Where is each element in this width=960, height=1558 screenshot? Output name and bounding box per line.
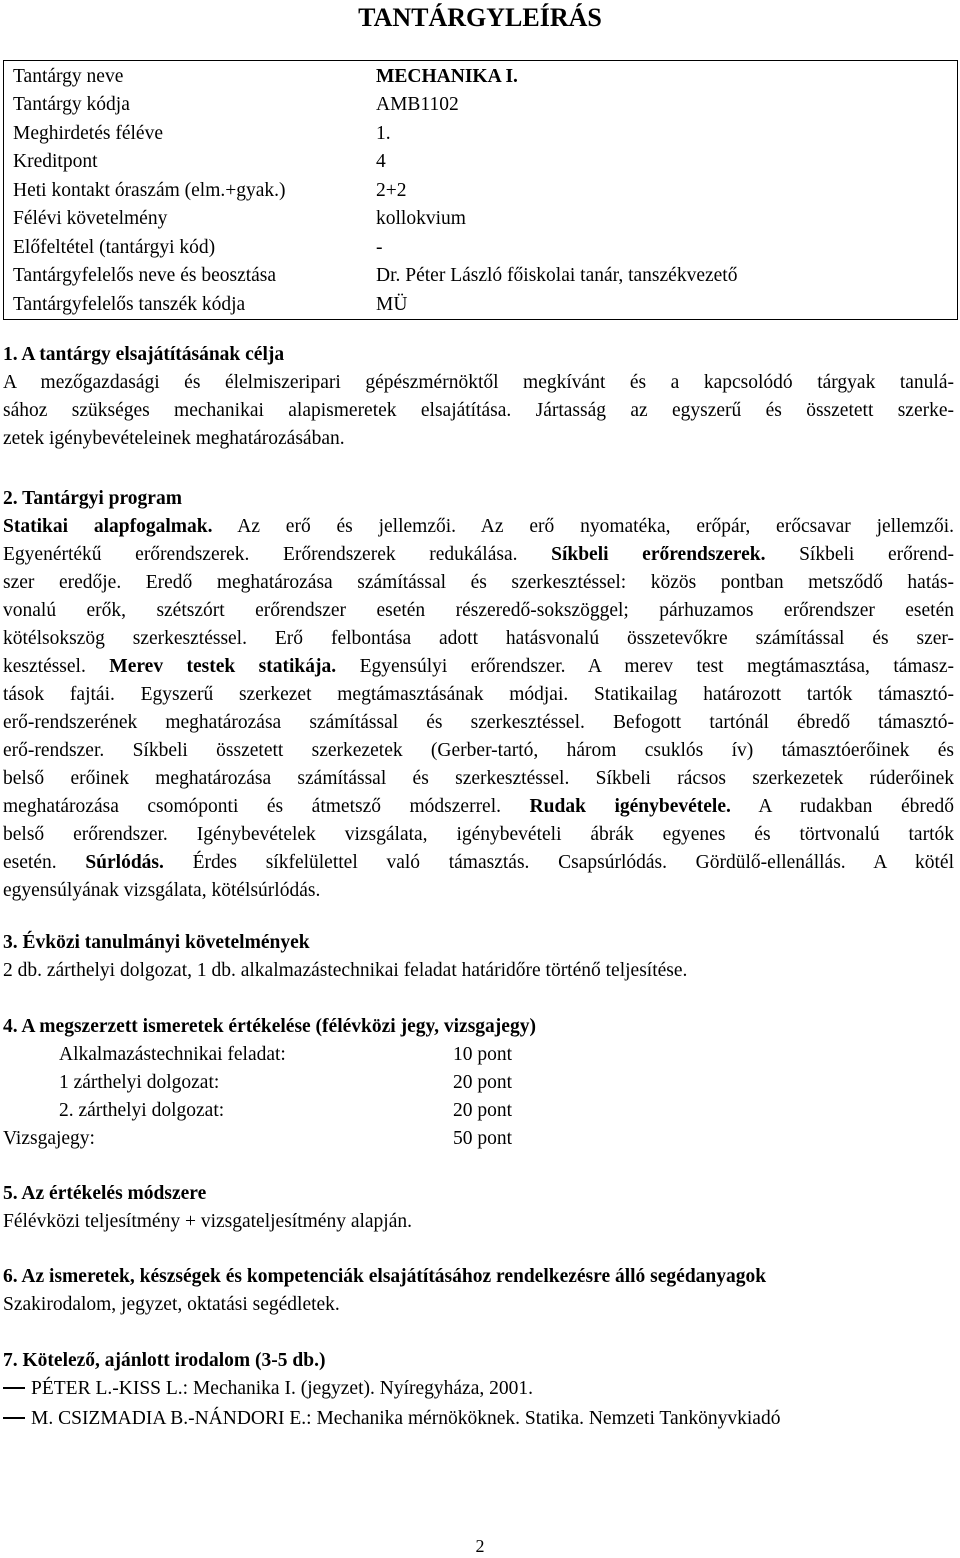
section-materials — [3, 1263, 954, 1319]
section-heading: 6. Az ismeretek, készségek és kompetenciák elsajátításához rendelkezésre álló segédanyagok — [3, 1266, 767, 1287]
section-requirements — [3, 929, 954, 985]
body-line — [3, 793, 954, 821]
info-key: Heti kontakt óraszám (elm.+gyak.) — [13, 180, 286, 201]
info-row — [4, 205, 957, 233]
topic-bold: Rudak igénybevétele. — [529, 796, 731, 817]
grade-value: 20 pont — [453, 1100, 513, 1121]
body-text: Az erő és jellemzői. Az erő nyomatéka, erőpár, erőcsavar jellemzői. — [212, 516, 954, 537]
info-row — [4, 262, 957, 290]
body-line — [3, 653, 954, 681]
body-line: zetek igénybevételeinek meghatározásában. — [3, 428, 345, 449]
body-line: belső erőinek meghatározása számítással és szerkesztéssel. Síkbeli rácsos szerkezetek rúderőinek — [3, 768, 954, 789]
info-key: Tantárgy kódja — [13, 94, 130, 115]
info-value: MECHANIKA I. — [376, 66, 518, 87]
literature-item — [3, 1405, 780, 1433]
info-key: Tantárgyfelelős tanszék kódja — [13, 294, 246, 315]
body-line — [3, 849, 954, 877]
info-key: Félévi követelmény — [13, 208, 168, 229]
body-line: kötélsokszög szerkesztéssel. Erő felbontása adott hatásvonalú összetevőkre számítással és szer- — [3, 628, 954, 649]
body-line: egyensúlyának vizsgálata, kötélsúrlódás. — [3, 880, 321, 901]
info-row — [4, 177, 957, 205]
body-line — [3, 541, 954, 569]
info-key: Kreditpont — [13, 151, 98, 172]
section-method — [3, 1180, 954, 1236]
literature-text: M. CSIZMADIA B.-NÁNDORI E.: Mechanika mérnököknek. Statika. Nemzeti Tankönyvkiadó — [31, 1408, 781, 1429]
body-text: Síkbeli erőrend- — [765, 544, 954, 565]
info-value: 1. — [376, 123, 391, 144]
page-number: 2 — [475, 1536, 485, 1556]
section-heading: 7. Kötelező, ajánlott irodalom (3-5 db.) — [3, 1350, 326, 1371]
section-evaluation — [3, 1013, 954, 1153]
course-info-table — [3, 60, 958, 320]
body-line: vonalú erők, szétszórt erőrendszer esetén részeredő-sokszöggel; párhuzamos erőrendszer esetén — [3, 600, 954, 621]
topic-bold: Súrlódás. — [85, 852, 164, 873]
section-heading: 4. A megszerzett ismeretek értékelése (félévközi jegy, vizsgajegy) — [3, 1016, 536, 1037]
body-line: Félévközi teljesítmény + vizsgateljesítmény alapján. — [3, 1211, 413, 1232]
info-row — [4, 234, 957, 262]
section-heading: 5. Az értékelés módszere — [3, 1183, 207, 1204]
topic-bold: Statikai alapfogalmak. — [3, 516, 213, 537]
info-key: Előfeltétel (tantárgyi kód) — [13, 237, 216, 258]
dash-bullet-icon — [3, 1417, 25, 1419]
body-text: Egyensúlyi erőrendszer. A merev test megtámasztása, támasz- — [336, 656, 954, 677]
info-value: MÜ — [376, 294, 408, 315]
grade-label: 1 zárthelyi dolgozat: — [59, 1072, 220, 1093]
body-line: Szakirodalom, jegyzet, oktatási segédletek. — [3, 1294, 340, 1315]
info-value: kollokvium — [376, 208, 466, 229]
body-line: belső erőrendszer. Igénybevételek vizsgálata, igénybevételi ábrák egyenes és törtvonalú tartók — [3, 824, 954, 845]
body-line: tások fajtái. Egyszerű szerkezet megtámasztásának módjai. Statikailag határozott tartók támasztó- — [3, 684, 954, 705]
topic-bold: Merev testek statikája. — [109, 656, 337, 677]
info-value: - — [376, 237, 383, 258]
body-text: A rudakban ébredő — [730, 796, 954, 817]
section-heading: 1. A tantárgy elsajátításának célja — [3, 344, 285, 365]
body-text: Érdes síkfelülettel való támasztás. Csapsúrlódás. Gördülő-ellenállás. A kötél — [163, 852, 954, 873]
section-literature — [3, 1347, 954, 1437]
info-key: Tantárgyfelelős neve és beosztása — [13, 265, 277, 286]
info-value: 2+2 — [376, 180, 407, 201]
grade-value: 10 pont — [453, 1044, 513, 1065]
info-value: AMB1102 — [376, 94, 459, 115]
body-text: esetén. — [3, 852, 86, 873]
body-text: Egyenértékű erőrendszerek. Erőrendszerek redukálása. — [3, 544, 552, 565]
literature-item — [3, 1375, 533, 1403]
body-line: sához szükséges mechanikai alapismeretek elsajátítása. Jártasság az egyszerű és összetett szerke- — [3, 400, 954, 421]
info-value: 4 — [376, 151, 386, 172]
body-line — [3, 513, 954, 541]
info-row — [4, 91, 957, 119]
info-row — [4, 148, 957, 176]
info-key: Tantárgy neve — [13, 66, 124, 87]
body-text: meghatározása csomóponti és átmetsző módszerrel. — [3, 796, 530, 817]
info-row — [4, 291, 957, 319]
grade-value: 50 pont — [453, 1128, 513, 1149]
body-line: erő-rendszerének meghatározása számítással és szerkesztéssel. Befogott tartónál ébredő támasztó- — [3, 712, 954, 733]
topic-bold: Síkbeli erőrendszerek. — [551, 544, 766, 565]
info-row — [4, 120, 957, 148]
info-key: Meghirdetés féléve — [13, 123, 163, 144]
grade-value: 20 pont — [453, 1072, 513, 1093]
info-value: Dr. Péter László főiskolai tanár, tanszékvezető — [376, 265, 738, 286]
section-goal — [3, 341, 954, 453]
body-line: A mezőgazdasági és élelmiszeripari gépészmérnöktől megkívánt és a kapcsolódó tárgyak tanulá- — [3, 372, 954, 393]
grade-label: Vizsgajegy: — [3, 1128, 95, 1149]
section-heading: 2. Tantárgyi program — [3, 488, 182, 509]
body-line: 2 db. zárthelyi dolgozat, 1 db. alkalmazástechnikai feladat határidőre történő teljesítése. — [3, 960, 688, 981]
body-line: szer eredője. Eredő meghatározása számítással és szerkesztéssel: közös pontban metsződő hatás- — [3, 572, 954, 593]
dash-bullet-icon — [3, 1387, 25, 1389]
body-text: kesztéssel. — [3, 656, 110, 677]
grade-label: Alkalmazástechnikai feladat: — [59, 1044, 286, 1065]
body-line: erő-rendszer. Síkbeli összetett szerkezetek (Gerber-tartó, három csuklós ív) támasztóerőinek és — [3, 740, 954, 761]
section-heading: 3. Évközi tanulmányi követelmények — [3, 932, 310, 953]
section-program — [3, 485, 954, 905]
page-title: TANTÁRGYLEÍRÁS — [358, 3, 602, 32]
grade-label: 2. zárthelyi dolgozat: — [59, 1100, 225, 1121]
info-row — [4, 63, 957, 91]
literature-text: PÉTER L.-KISS L.: Mechanika I. (jegyzet). Nyíregyháza, 2001. — [31, 1378, 533, 1399]
